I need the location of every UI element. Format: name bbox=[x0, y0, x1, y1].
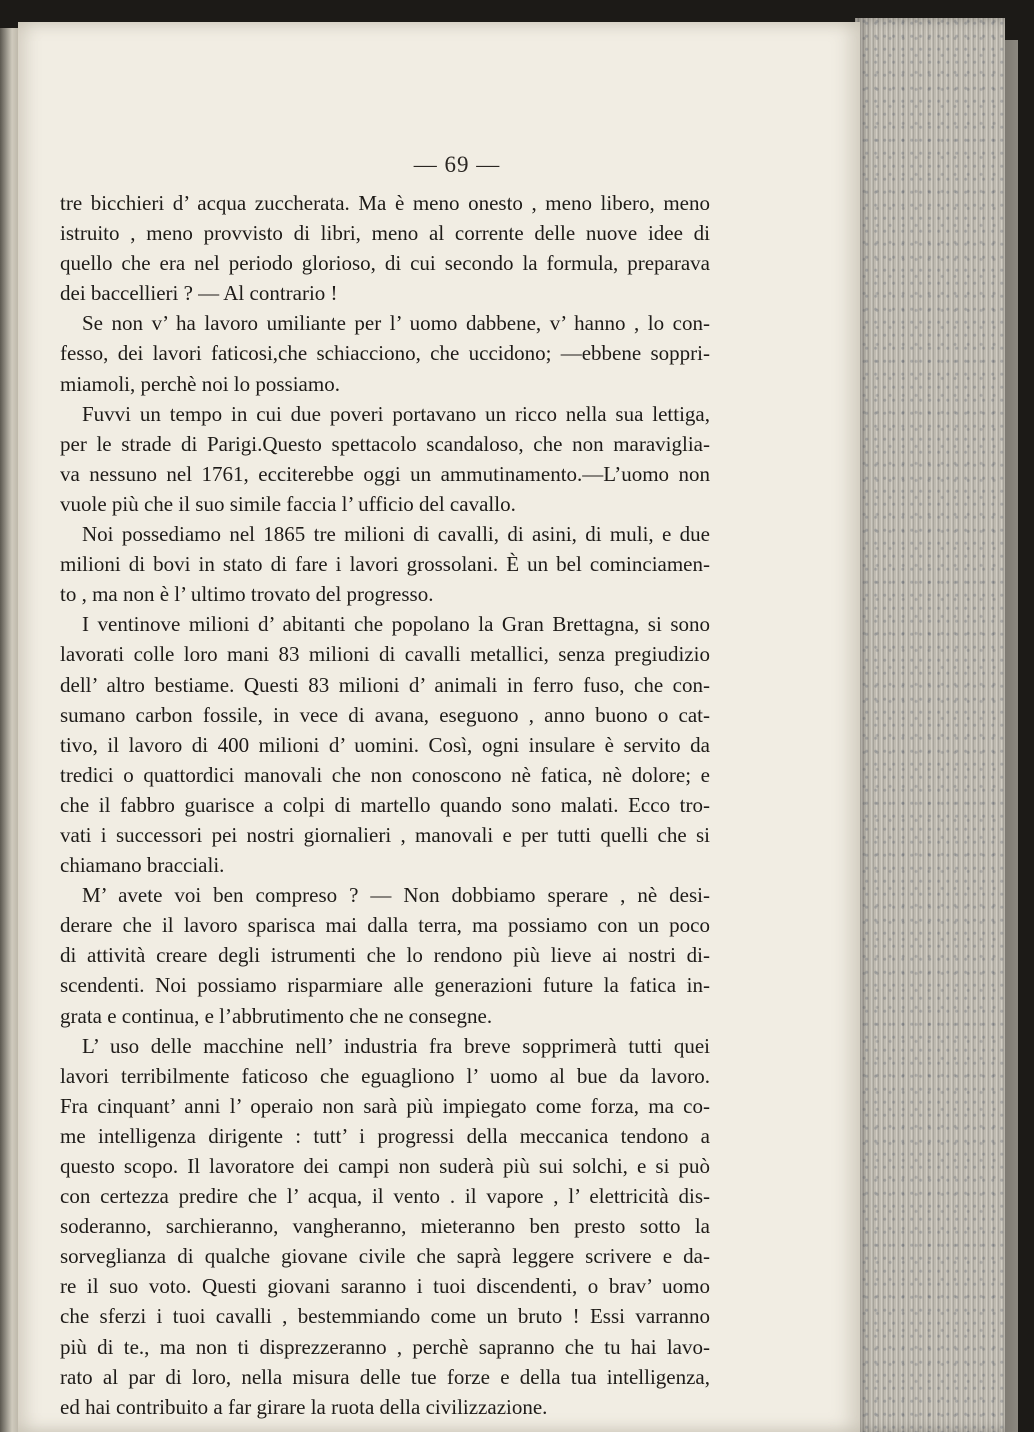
text-line: milioni di bovi in stato di fare i lavori grossolani. È un bel cominciamen- bbox=[60, 552, 710, 577]
paragraph bbox=[60, 519, 710, 609]
text-line: ed hai contribuito a far girare la ruota della civilizzazione. bbox=[60, 1394, 548, 1419]
left-page-edge bbox=[0, 28, 20, 1432]
paragraph bbox=[60, 609, 710, 880]
paragraph bbox=[60, 308, 710, 398]
paragraph bbox=[60, 1031, 710, 1422]
body-text bbox=[60, 188, 710, 1422]
text-line: più di te., ma non ti disprezzeranno , perchè sapranno che tu hai lavo- bbox=[60, 1334, 710, 1359]
text-line: vuole più che il suo simile faccia l’ ufficio del cavallo. bbox=[60, 491, 516, 516]
paragraph bbox=[60, 880, 710, 1030]
text-line: Se non v’ ha lavoro umiliante per l’ uomo dabbene, v’ hanno , lo con- bbox=[82, 311, 710, 336]
text-line: miamoli, perchè noi lo possiamo. bbox=[60, 371, 340, 396]
text-line: I ventinove milioni d’ abitanti che popolano la Gran Brettagna, si sono bbox=[82, 612, 710, 637]
text-line: grata e continua, e l’abbrutimento che ne consegne. bbox=[60, 1003, 493, 1028]
page-stack-edge bbox=[855, 18, 1005, 1432]
text-line: sumano carbon fossile, in vece di avana, eseguono , anno buono o cat- bbox=[60, 702, 710, 727]
text-line: di attività creare degli istrumenti che lo rendono più lieve ai nostri di- bbox=[60, 943, 710, 968]
text-line: questo scopo. Il lavoratore dei campi non suderà più sui solchi, e si può bbox=[60, 1154, 710, 1178]
text-line: M’ avete voi ben compreso ? — Non dobbiamo sperare , nè desi- bbox=[82, 883, 710, 908]
text-line: L’ uso delle macchine nell’ industria fra breve sopprimerà tutti quei bbox=[82, 1033, 710, 1058]
text-line: to , ma non è l’ ultimo trovato del progresso. bbox=[60, 582, 434, 607]
text-line: tre bicchieri d’ acqua zuccherata. Ma è meno onesto , meno libero, meno bbox=[60, 191, 710, 215]
text-line: lavorati colle loro mani 83 milioni di cavalli metallici, senza pregiudizio bbox=[60, 642, 710, 667]
text-line: derare che il lavoro sparisca mai dalla terra, ma possiamo con un poco bbox=[60, 913, 710, 938]
text-line: Noi possediamo nel 1865 tre milioni di cavalli, di asini, di muli, e due bbox=[82, 522, 710, 547]
text-line: per le strade di Parigi.Questo spettacolo scandaloso, che non maraviglia- bbox=[60, 431, 710, 456]
text-line: Fuvvi un tempo in cui due poveri portavano un ricco nella sua lettiga, bbox=[82, 401, 710, 426]
text-line: che sferzi i tuoi cavalli , bestemmiando come un bruto ! Essi varranno bbox=[60, 1304, 710, 1329]
text-line: lavori terribilmente faticoso che eguagliono l’ uomo al bue da lavoro. bbox=[60, 1063, 710, 1088]
text-line: Fra cinquant’ anni l’ operaio non sarà più impiegato come forza, ma co- bbox=[60, 1093, 710, 1118]
text-line: dei baccellieri ? — Al contrario ! bbox=[60, 281, 338, 306]
text-line: re il suo voto. Questi giovani saranno i tuoi discendenti, o brav’ uomo bbox=[60, 1274, 710, 1299]
text-line: chiamano bracciali. bbox=[60, 853, 225, 878]
text-line: che il fabbro guarisce a colpi di martello quando sono malati. Ecco tro- bbox=[60, 792, 710, 817]
text-line: quello che era nel periodo glorioso, di cui secondo la formula, preparava bbox=[60, 251, 710, 276]
text-line: tivo, il lavoro di 400 milioni d’ uomini. Così, ogni insulare è servito da bbox=[60, 732, 710, 757]
text-line: sorveglianza di qualche giovane civile che saprà leggere scrivere e da- bbox=[60, 1244, 710, 1269]
text-line: scendenti. Noi possiamo risparmiare alle generazioni future la fatica in- bbox=[60, 973, 710, 998]
paragraph bbox=[60, 399, 710, 519]
text-line: soderanno, sarchieranno, vangheranno, mieteranno ben presto sotto la bbox=[60, 1214, 710, 1239]
text-line: vati i successori pei nostri giornalieri , manovali e per tutti quelli che si bbox=[60, 822, 710, 847]
text-line: va nessuno nel 1761, ecciterebbe oggi un ammutinamento.—L’uomo non bbox=[60, 461, 710, 486]
text-line: me intelligenza dirigente : tutt’ i progressi della meccanica tendono a bbox=[60, 1123, 710, 1148]
text-line: istruito , meno provvisto di libri, meno al corrente delle nuove idee di bbox=[60, 221, 710, 246]
text-line: con certezza predire che l’ acqua, il vento . il vapore , l’ elettricità dis- bbox=[60, 1184, 710, 1209]
text-line: rato al par di loro, nella misura delle tue forze e della tua intelligenza, bbox=[60, 1364, 710, 1389]
text-line: fesso, dei lavori faticosi,che schiacciono, che uccidono; —ebbene soppri- bbox=[60, 341, 710, 366]
text-line: tredici o quattordici manovali che non conoscono nè fatica, nè dolore; e bbox=[60, 762, 710, 787]
paragraph bbox=[60, 188, 710, 308]
text-line: dell’ altro bestiame. Questi 83 milioni d’ animali in ferro fuso, che con- bbox=[60, 672, 710, 697]
page-number: — 69 — bbox=[413, 152, 501, 177]
book-page bbox=[18, 22, 860, 1432]
